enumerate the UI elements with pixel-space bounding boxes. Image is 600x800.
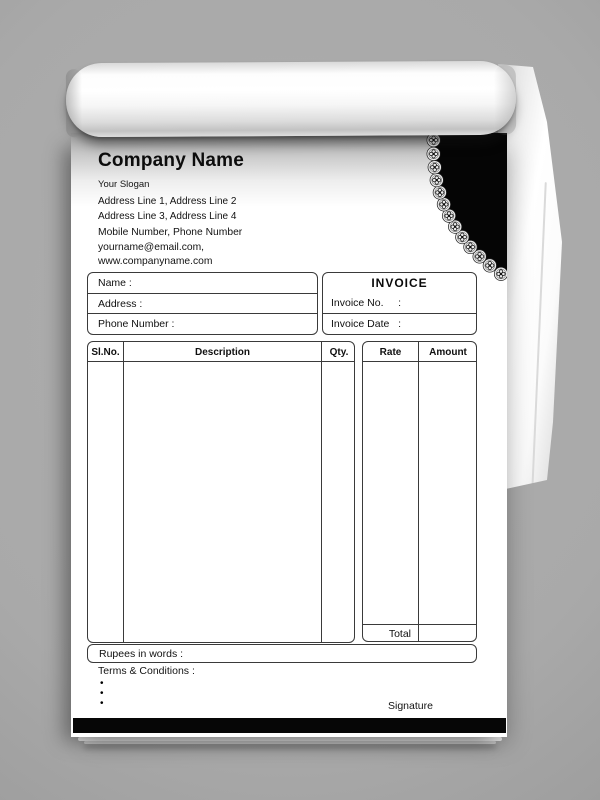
customer-phone-label: Phone Number : — [88, 313, 317, 334]
column-header-amount: Amount — [429, 346, 467, 358]
signature-label: Signature — [388, 700, 433, 712]
items-table-left — [87, 341, 355, 643]
invoice-number-label: Invoice No. : — [331, 297, 402, 309]
terms-bullet: • — [100, 698, 104, 709]
column-header-qty: Qty. — [329, 346, 349, 358]
column-header-slno: Sl.No. — [91, 346, 120, 358]
terms-bullet: • — [100, 678, 104, 689]
page-edge-line — [531, 182, 547, 492]
email-address: yourname@email.com, — [98, 241, 205, 253]
invoice-details-box — [322, 272, 477, 335]
total-label: Total — [388, 627, 411, 640]
corner-ornament — [426, 133, 507, 284]
rupees-in-words-box: Rupees in words : — [87, 644, 477, 663]
company-name: Company Name — [98, 150, 244, 171]
column-divider — [123, 342, 124, 642]
items-table-right — [362, 341, 477, 642]
column-divider — [418, 342, 419, 641]
column-header-description: Description — [194, 346, 250, 358]
bottom-accent-bar — [73, 718, 506, 733]
customer-address-label: Address : — [88, 293, 317, 314]
column-header-rate: Rate — [379, 346, 402, 358]
address-line-1: Address Line 1, Address Line 2 — [98, 196, 237, 207]
terms-bullet: • — [100, 688, 104, 699]
invoice-title: INVOICE — [371, 276, 428, 290]
terms-conditions-label: Terms & Conditions : — [98, 665, 195, 677]
invoice-date-label: Invoice Date : — [323, 313, 476, 334]
customer-details-box — [87, 272, 318, 335]
customer-name-label: Name : — [98, 276, 132, 289]
address-line-2: Address Line 3, Address Line 4 — [98, 211, 237, 222]
pad-bottom-sheet-edge — [78, 737, 502, 741]
company-slogan: Your Slogan — [98, 179, 150, 190]
website-url: www.companyname.com — [98, 255, 213, 267]
invoice-front-page — [71, 133, 507, 737]
page-curl — [66, 61, 516, 137]
column-divider — [321, 342, 322, 642]
contact-numbers: Mobile Number, Phone Number — [98, 227, 243, 238]
